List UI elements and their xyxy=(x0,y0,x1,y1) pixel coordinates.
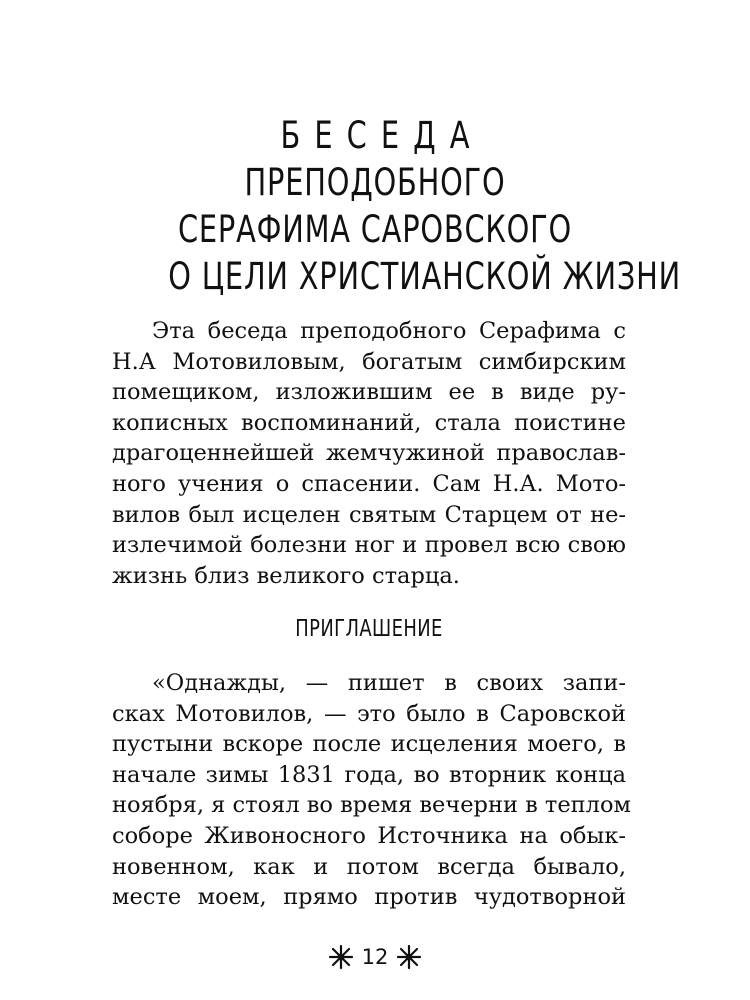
text-line: «Однажды, — пишет в своих запи- xyxy=(152,670,626,696)
title-line-2: ПРЕПОДОБНОГО xyxy=(244,161,506,204)
text-line: сках Мотовилов, — это было в Саровской xyxy=(112,700,626,727)
star-ornament-icon xyxy=(328,944,354,970)
page-number: 12 xyxy=(361,945,389,969)
text-line: излечимой болезни ног и провел всю свою xyxy=(112,532,626,559)
page-footer xyxy=(0,940,750,974)
text-line: ного учения о спасении. Сам Н.А. Мото- xyxy=(112,470,626,497)
title-line-1: БЕСЕДА xyxy=(280,114,484,157)
text-line: ноября, я стоял во время вечерни в теплом xyxy=(112,792,632,819)
section-heading: ПРИГЛАШЕНИЕ xyxy=(295,616,443,642)
text-line: соборе Живоносного Источника на обык- xyxy=(112,822,626,849)
text-line: жизнь близ великого старца. xyxy=(112,562,460,589)
text-line: драгоценнейшей жемчужиной православ- xyxy=(112,440,626,467)
text-line: кописных воспоминаний, стала поистине xyxy=(112,409,626,436)
text-line: пустыни вскоре после исцеления моего, в xyxy=(112,731,626,758)
star-ornament-icon xyxy=(396,944,422,970)
chapter-title xyxy=(168,112,681,300)
text-line: начале зимы 1831 года, во вторник конца xyxy=(112,761,626,788)
text-line: Эта беседа преподобного Серафима с xyxy=(152,318,626,344)
text-line: помещиком, изложившим ее в виде ру- xyxy=(112,379,626,406)
section-paragraph xyxy=(112,668,632,913)
title-line-4: О ЦЕЛИ ХРИСТИАНСКОЙ ЖИЗНИ xyxy=(168,255,681,298)
intro-paragraph xyxy=(112,316,626,591)
title-line-3: СЕРАФИМА САРОВСКОГО xyxy=(177,208,573,251)
text-line: месте моем, прямо против чудотворной xyxy=(112,884,626,911)
text-line: Н.А Мотовиловым, богатым симбирским xyxy=(112,348,626,375)
text-line: вилов был исцелен святым Старцем от не- xyxy=(112,501,626,528)
text-line: новенном, как и потом всегда бывало, xyxy=(112,853,626,880)
